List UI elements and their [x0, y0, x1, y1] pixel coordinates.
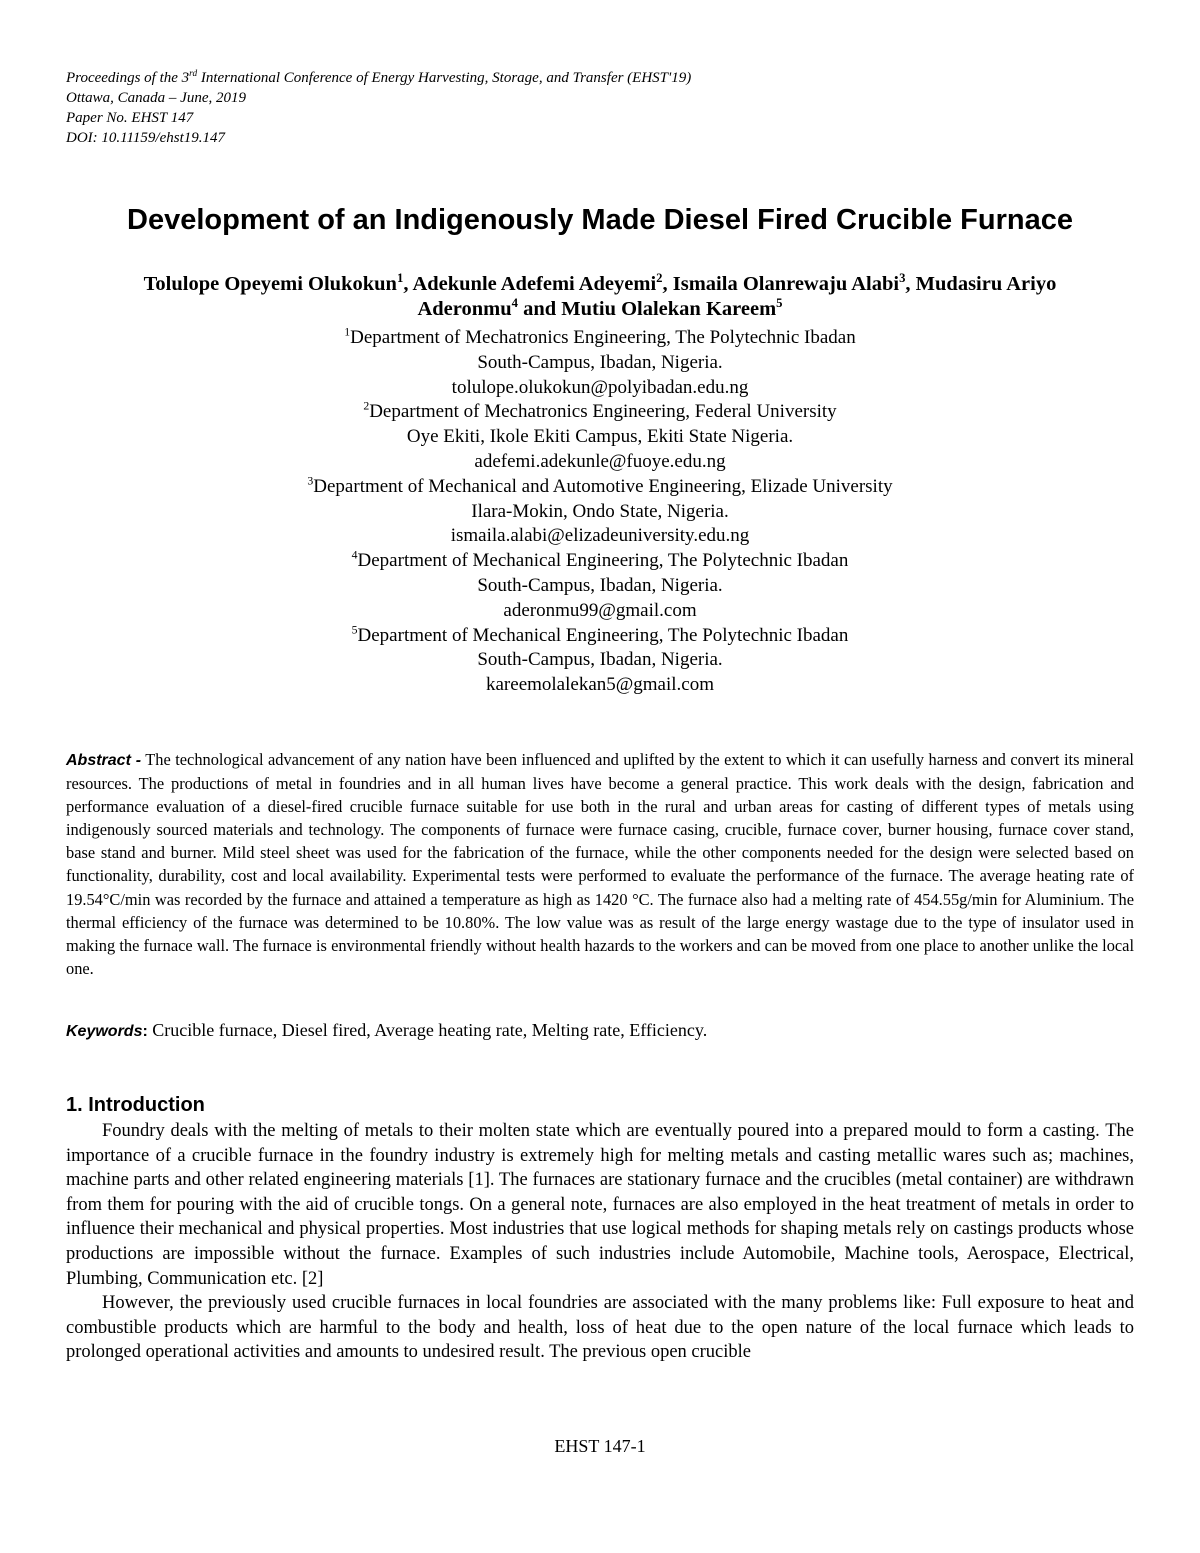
- affiliation-address: Ilara-Mokin, Ondo State, Nigeria.: [471, 500, 729, 522]
- abstract-heading: Abstract -: [66, 752, 142, 769]
- affiliation-email[interactable]: ismaila.alabi@elizadeuniversity.edu.ng: [450, 525, 750, 547]
- author-line-1: Tolulope Opeyemi Olukokun$^1$, Adekunle Adefemi Adeyemi$^2$, Ismaila Olanrewaju Alabi$^3$, Mudasiru Ariyo: [143, 271, 1057, 295]
- proceedings-header: [66, 68, 1066, 148]
- header-line-location: Ottawa, Canada – June, 2019: [66, 90, 246, 106]
- affiliation-address: South-Campus, Ibadan, Nigeria.: [477, 649, 723, 671]
- keywords-section: Keywords: Crucible furnace, Diesel fired, Average heating rate, Melting rate, Efficiency.: [66, 1020, 708, 1040]
- affiliation-dept: $^4$Department of Mechanical Engineering, The Polytechnic Ibadan: [351, 548, 849, 572]
- affiliation-dept: $^5$Department of Mechanical Engineering, The Polytechnic Ibadan: [351, 623, 849, 646]
- header-line-doi: DOI: 10.11159/ehst19.147: [66, 130, 226, 146]
- header-line-conference: Proceedings of the 3rd International Conference of Energy Harvesting, Storage, and Transfer (EHST'19): [66, 69, 692, 86]
- abstract-section: [66, 748, 1134, 980]
- affiliation-dept: $^3$Department of Mechanical and Automotive Engineering, Elizade University: [307, 474, 893, 497]
- paragraph: Foundry deals with the melting of metals to their molten state which are eventually poured into a prepared mould to form a casting. The importance of a crucible furnace in the foundry industry is extremely high for melting metals and casting metallic wares such as; machines, machine parts and other related engineering materials [1]. The furnaces are stationary furnace and the crucibles (metal container) are withdrawn from them for pouring with the aid of crucible tongs. On a general note, furnaces are also employed in the heat treatment of metals in order to influence their mechanical and physical properties. Most industries that use logical methods for shaping metals rely on castings products whose productions are impossible without the furnace. Examples of such industries include Automobile, Machine tools, Aerospace, Electrical, Plumbing, Communication etc. [2]: [66, 1121, 1134, 1289]
- affiliation-dept: $^2$Department of Mechatronics Engineering, Federal University: [363, 400, 837, 423]
- abstract-text: The technological advancement of any nation have been influenced and uplifted by the extent to which it can usefully harness and convert its mineral resources. The productions of metal in foundries and in all human lives have become a general practice. This work deals with the design, fabrication and performance evaluation of a diesel-fired crucible furnace suitable for use both in the rural and urban areas for casting of different types of metals using indigenously sourced materials and technology. The components of furnace were furnace casing, crucible, furnace cover, burner housing, furnace cover stand, base stand and burner. Mild steel sheet was used for the fabrication of the furnace, while the other components needed for the design were selected based on functionality, durability, cost and local availability. Experimental tests were performed to evaluate the performance of the furnace. The average heating rate of 19.54°C/min was recorded by the furnace and attained a temperature as high as 1420 °C. The furnace also had a melting rate of 454.55g/min for Aluminium. The thermal efficiency of the furnace was determined to be 10.80%. The low value was as result of the large energy wastage due to the type of insulator used in making the furnace wall. The furnace is environmental friendly without health hazards to the workers and can be moved from one place to another unlike the local one.: [66, 750, 1134, 978]
- author-name: Ismaila Olanrewaju Alabi: [672, 273, 900, 295]
- paragraph: However, the previously used crucible furnaces in local foundries are associated with the many problems like: Full exposure to heat and combustible products which are harmful to the body and health, loss of heat due to the open nature of the local furnace which leads to prolonged operational activities and amounts to undesired result. The previous open crucible: [66, 1293, 1134, 1363]
- author-name: Aderonmu: [417, 298, 512, 320]
- introduction-body: [66, 1119, 1134, 1365]
- affiliation-email[interactable]: aderonmu99@gmail.com: [503, 599, 697, 621]
- author-list: [60, 272, 1140, 322]
- keywords-heading: Keywords: [66, 1023, 143, 1040]
- affiliation-email[interactable]: kareemolalekan5@gmail.com: [486, 674, 714, 696]
- affiliation-dept: $^1$Department of Mechatronics Engineering, The Polytechnic Ibadan: [344, 325, 856, 348]
- keywords-text: Crucible furnace, Diesel fired, Average heating rate, Melting rate, Efficiency.: [152, 1020, 708, 1040]
- affiliation-address: Oye Ekiti, Ikole Ekiti Campus, Ekiti State Nigeria.: [406, 426, 794, 448]
- affiliation-list: [100, 326, 1100, 698]
- author-name: Tolulope Opeyemi Olukokun: [143, 273, 397, 295]
- section-heading-introduction: 1. Introduction: [66, 1094, 205, 1116]
- affiliation-email[interactable]: tolulope.olukokun@polyibadan.edu.ng: [451, 376, 749, 398]
- author-line-2: Aderonmu$^4$ and Mutiu Olalekan Kareem$^5$: [417, 296, 783, 320]
- affiliation-address: South-Campus, Ibadan, Nigeria.: [477, 574, 723, 596]
- affiliation-address: South-Campus, Ibadan, Nigeria.: [477, 351, 723, 373]
- header-line-paper-number: Paper No. EHST 147: [66, 110, 194, 126]
- author-name: Adekunle Adefemi Adeyemi: [412, 273, 657, 295]
- page-footer: EHST 147-1: [554, 1436, 646, 1456]
- paper-title: Development of an Indigenously Made Diesel Fired Crucible Furnace: [127, 204, 1073, 236]
- affiliation-email[interactable]: adefemi.adekunle@fuoye.edu.ng: [474, 450, 726, 472]
